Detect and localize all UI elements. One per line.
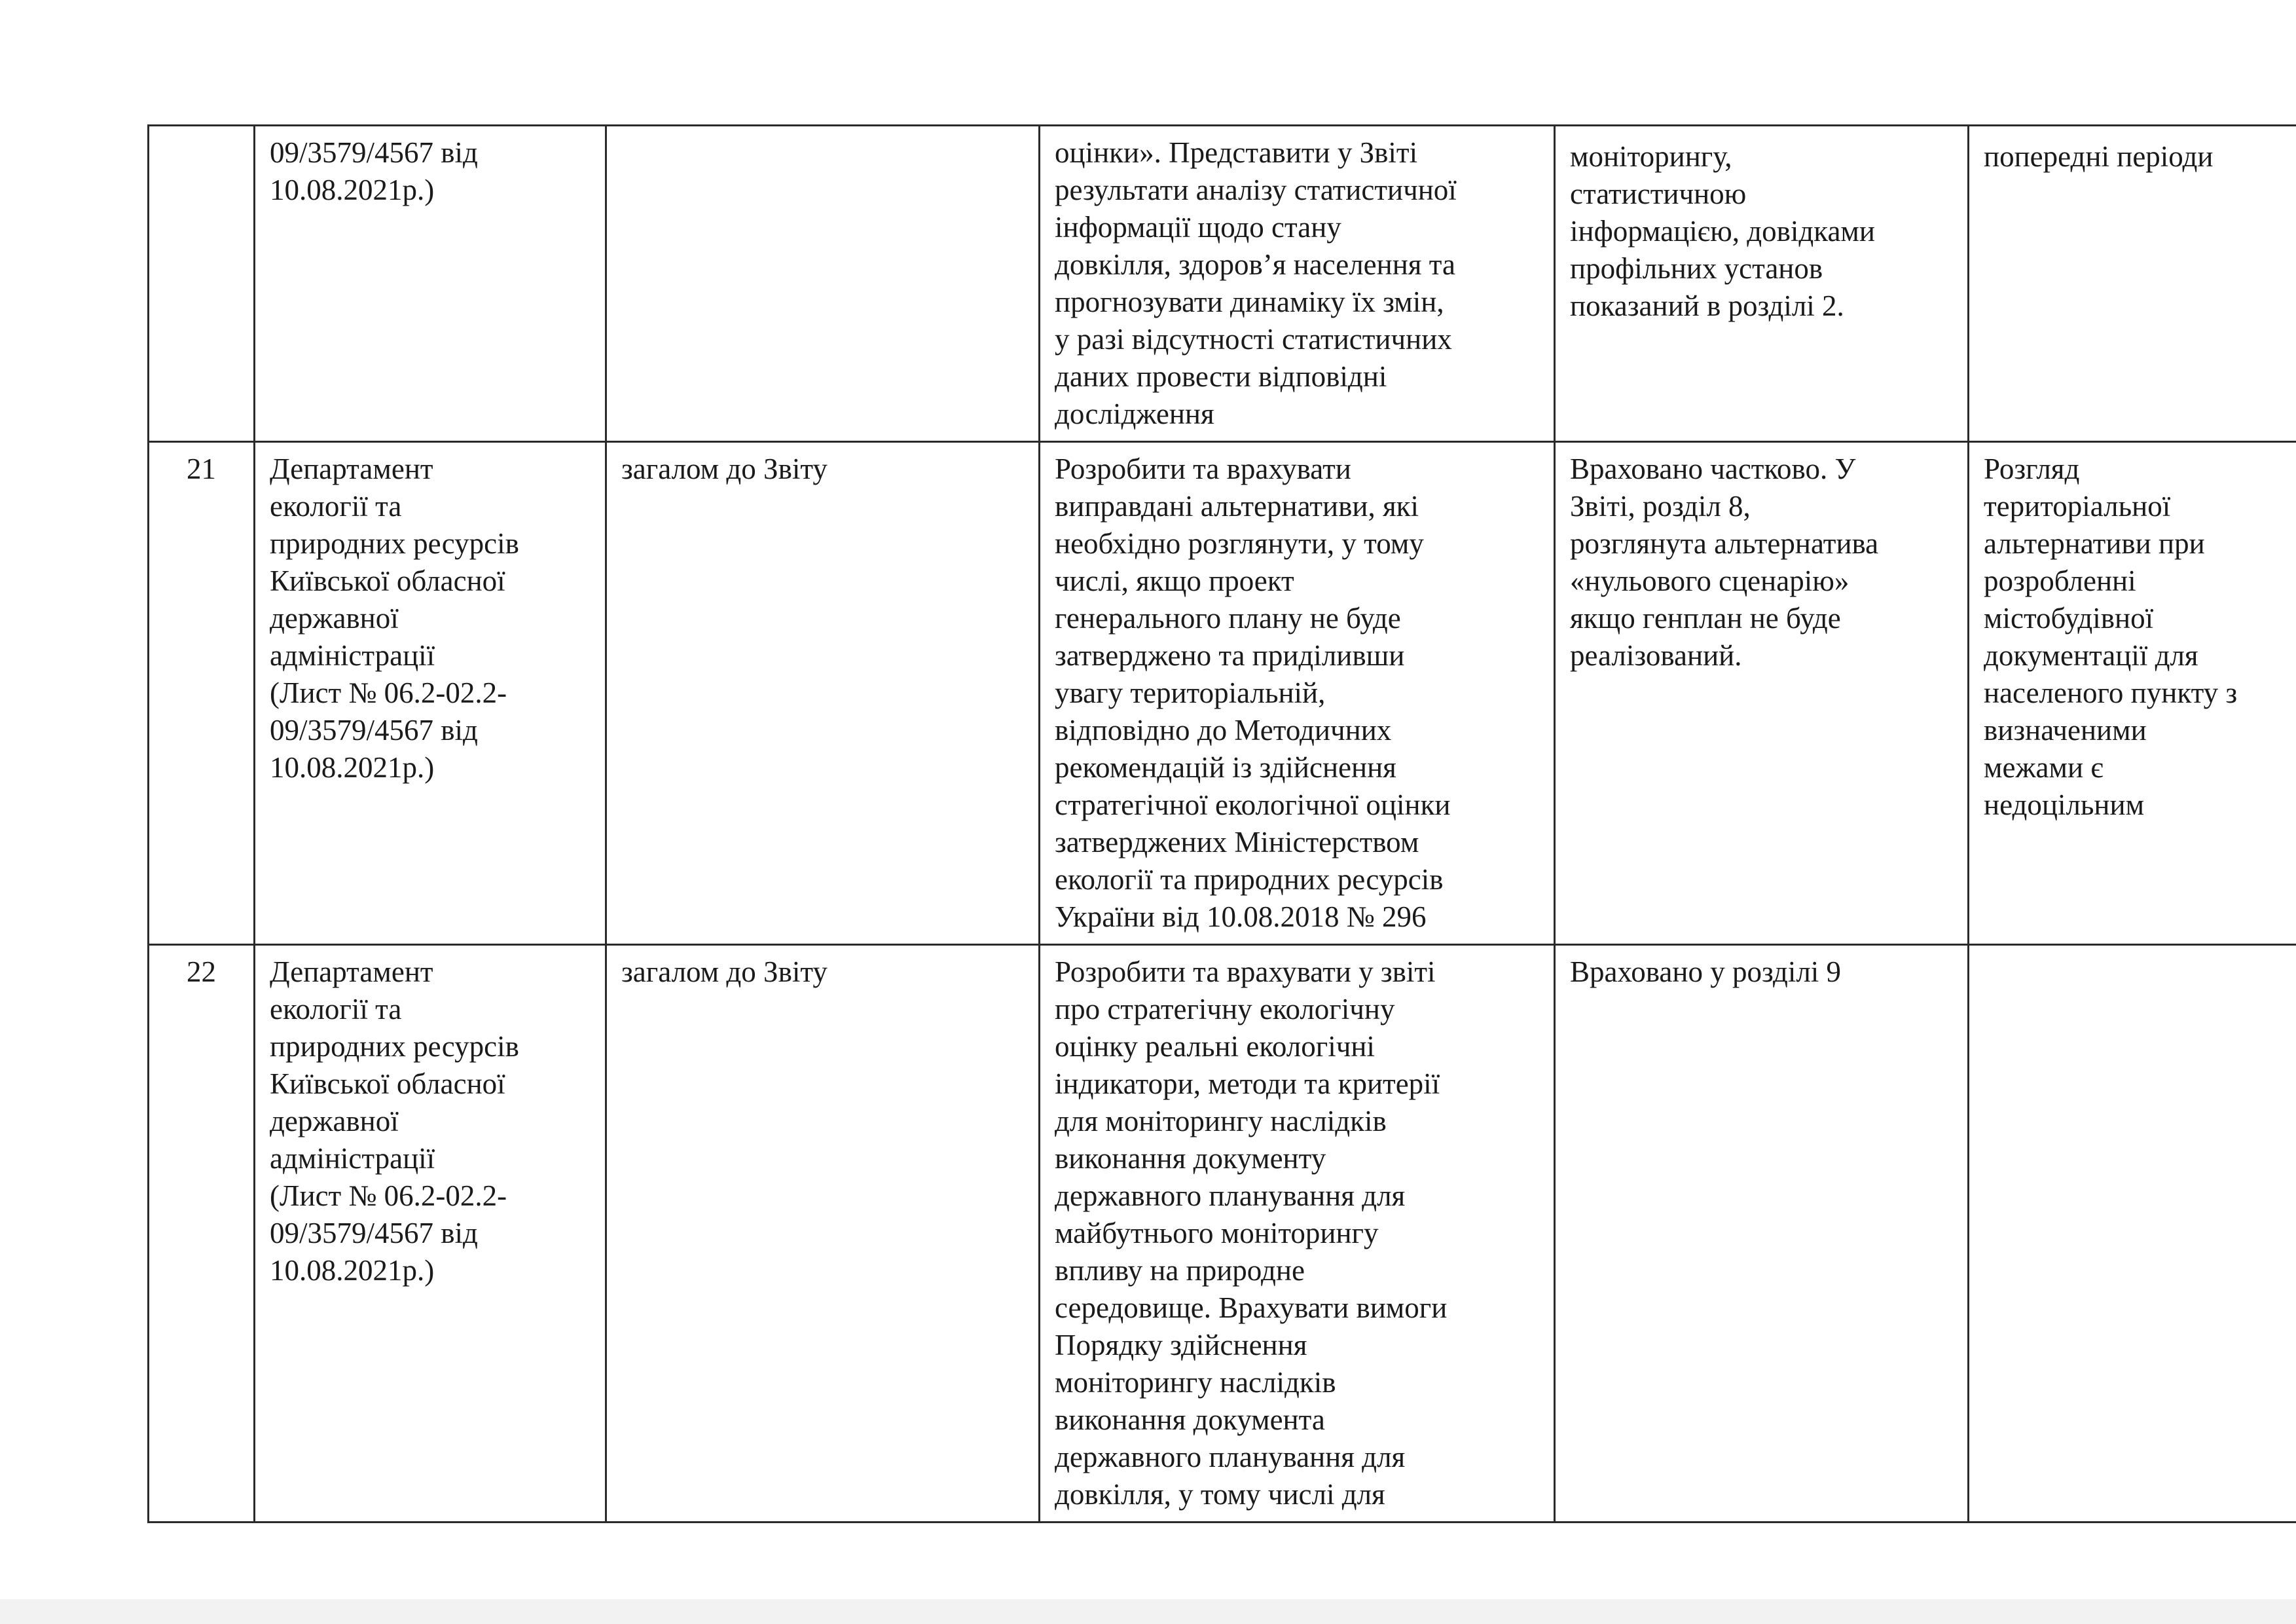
row-number: 21 — [149, 442, 255, 945]
table-row — [149, 126, 2296, 442]
table-row — [149, 442, 2296, 945]
note-cell — [1969, 945, 2296, 1522]
section-cell — [606, 126, 1040, 442]
organization-cell: Департамент екології та природних ресурсів Київської обласної державної адміністрації (Лист № 06.2-02.2- 09/3579/4567 від 10.08.2021р.) — [255, 945, 606, 1522]
section-cell: загалом до Звіту — [606, 945, 1040, 1522]
result-cell: моніторингу, статистичною інформацією, довідками профільних установ показаний в розділі 2. — [1555, 126, 1969, 442]
result-cell: Враховано у розділі 9 — [1555, 945, 1969, 1522]
organization-cell: 09/3579/4567 від 10.08.2021р.) — [255, 126, 606, 442]
row-number — [149, 126, 255, 442]
section-cell: загалом до Звіту — [606, 442, 1040, 945]
row-number: 22 — [149, 945, 255, 1522]
page-bottom-edge — [0, 1599, 2296, 1624]
remark-cell: оцінки». Представити у Звіті результати аналізу статистичної інформації щодо стану довкілля, здоров’я населення та прогнозувати динаміку їх змін, у разі відсутності статистичних даних провести відповідні дослідження — [1040, 126, 1555, 442]
organization-cell: Департамент екології та природних ресурсів Київської обласної державної адміністрації (Лист № 06.2-02.2- 09/3579/4567 від 10.08.2021р.) — [255, 442, 606, 945]
remark-cell: Розробити та врахувати у звіті про стратегічну екологічну оцінку реальні екологічні індикатори, методи та критерії для моніторингу наслідків виконання документу державного планування для майбутнього моніторингу впливу на природне середовище. Врахувати вимоги Порядку здійснення моніторингу наслідків виконання документа державного планування для довкілля, у тому числі для — [1040, 945, 1555, 1522]
comments-table — [147, 124, 2296, 1523]
note-cell: попередні періоди — [1969, 126, 2296, 442]
table-row — [149, 945, 2296, 1522]
result-cell: Враховано частково. У Звіті, розділ 8, розглянута альтернатива «нульового сценарію» якщо генплан не буде реалізований. — [1555, 442, 1969, 945]
note-cell: Розгляд територіальної альтернативи при розробленні містобудівної документації для населеного пункту з визначеними межами є недоцільним — [1969, 442, 2296, 945]
remark-cell: Розробити та врахувати виправдані альтернативи, які необхідно розглянути, у тому числі, якщо проект генерального плану не буде затверджено та приділивши увагу територіальній, відповідно до Методичних рекомендацій із здійснення стратегічної екологічної оцінки затверджених Міністерством екології та природних ресурсів України від 10.08.2018 № 296 — [1040, 442, 1555, 945]
